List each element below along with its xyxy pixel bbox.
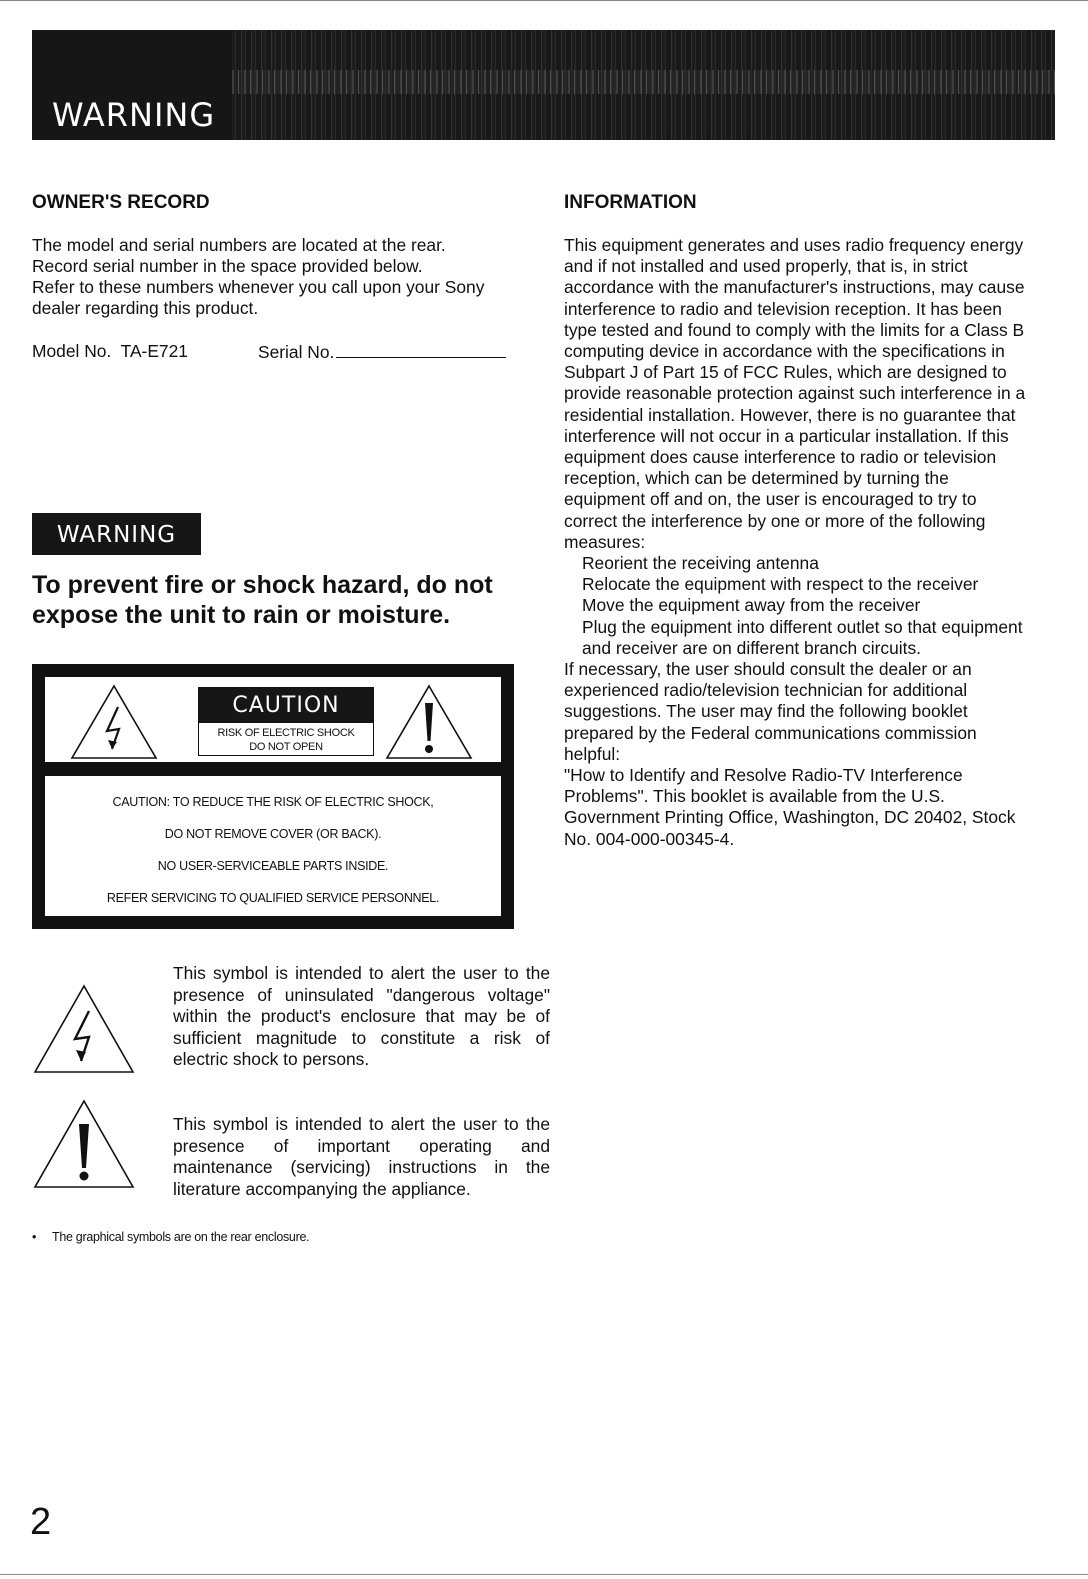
- information-after: [564, 659, 1056, 850]
- information-text: [564, 235, 1056, 850]
- caution-line: CAUTION: TO REDUCE THE RISK OF ELECTRIC SHOCK,: [112, 795, 434, 809]
- warning-statement-line: To prevent fire or shock hazard, do not: [32, 571, 493, 599]
- footnote-text: The graphical symbols are on the rear enclosure.: [52, 1230, 310, 1244]
- information-line: experienced radio/television technician for additional: [564, 680, 968, 701]
- information-line: This equipment generates and uses radio frequency energy: [564, 235, 1024, 255]
- top-rule: [0, 0, 1088, 1]
- information-line: interference will not occur in a particular installation. If this: [564, 425, 1009, 446]
- bottom-rule: [0, 1574, 1088, 1575]
- information-line: prepared by the Federal communications commission: [564, 722, 977, 743]
- information-line: Subpart J of Part 15 of FCC Rules, which are designed to: [564, 362, 1007, 383]
- footnote: [32, 1230, 309, 1244]
- measure-item: Reorient the receiving antenna: [582, 553, 819, 574]
- attention-symbol-text: This symbol is intended to alert the user to the presence of important operating and maintenance (servicing) instructions in the literature accompanying the appliance.: [173, 1114, 550, 1199]
- information-line: equipment does cause interference to radio or television: [564, 447, 997, 468]
- exclamation-triangle-icon: [32, 1098, 136, 1190]
- banner-stripe: [232, 70, 1055, 94]
- information-heading: INFORMATION: [564, 192, 697, 213]
- voltage-symbol-row: [32, 963, 550, 1093]
- caution-label-sub: DO NOT OPEN: [249, 741, 323, 753]
- caution-label-sub: RISK OF ELECTRIC SHOCK: [217, 727, 355, 739]
- information-line: Problems". This booklet is available from the U.S.: [564, 786, 945, 807]
- information-line: helpful:: [564, 743, 621, 764]
- information-line: residential installation. However, there is no guarantee that: [564, 404, 1016, 425]
- information-line: provide reasonable protection against such interference in a: [564, 383, 1026, 404]
- model-serial-line: [32, 341, 335, 362]
- information-line: "How to Identify and Resolve Radio-TV Interference: [564, 765, 963, 786]
- warning-statement-line: expose the unit to rain or moisture.: [32, 601, 451, 629]
- lightning-triangle-icon: [32, 983, 136, 1075]
- warning-badge: WARNING: [32, 513, 201, 555]
- information-line: accordance with the manufacturer's instructions, may cause: [564, 277, 1025, 298]
- owners-record-text: [32, 235, 512, 319]
- measure-item: and receiver are on different branch circuits.: [582, 637, 921, 658]
- measure-item: Move the equipment away from the receiver: [582, 595, 921, 616]
- exclamation-triangle-icon: [384, 683, 474, 761]
- information-line: type tested and found to comply with the limits for a Class B: [564, 319, 1025, 340]
- page-number: 2: [30, 1501, 52, 1543]
- warning-banner: [32, 30, 1055, 140]
- caution-text-panel: [45, 776, 501, 916]
- measure-item: Plug the equipment into different outlet so that equipment: [582, 616, 1023, 637]
- caution-line: DO NOT REMOVE COVER (OR BACK).: [164, 827, 382, 841]
- owners-record-line: Record serial number in the space provided below.: [32, 256, 423, 276]
- information-line: equipment off and on, the user is encouraged to try to: [564, 489, 977, 510]
- bullet-icon: •: [32, 1230, 37, 1244]
- information-measures: [564, 553, 1056, 659]
- information-line: No. 004-000-00345-4.: [564, 828, 735, 849]
- lightning-triangle-icon: [69, 683, 159, 761]
- attention-symbol-row: [32, 1114, 550, 1224]
- caution-line: NO USER-SERVICEABLE PARTS INSIDE.: [157, 859, 389, 873]
- owners-record-line: dealer regarding this product.: [32, 298, 259, 318]
- warning-statement: [32, 570, 512, 630]
- owners-record-heading: OWNER'S RECORD: [32, 192, 210, 213]
- information-line: If necessary, the user should consult the dealer or an: [564, 659, 972, 680]
- caution-symbols-panel: [45, 677, 501, 762]
- information-line: suggestions. The user may find the following booklet: [564, 701, 968, 722]
- caution-lines: [45, 786, 501, 914]
- information-line: Government Printing Office, Washington, DC 20402, Stock: [564, 807, 1016, 828]
- caution-box: [32, 664, 514, 929]
- information-line: reception, which can be determined by turning the: [564, 468, 949, 489]
- information-line: correct the interference by one or more of the following: [564, 510, 986, 531]
- voltage-symbol-text: This symbol is intended to alert the user to the presence of uninsulated "dangerous voltage" within the product's enclosure that may be of sufficient magnitude to constitute a risk of electric shock to persons.: [173, 963, 550, 1069]
- caution-label-title: CAUTION: [199, 688, 373, 723]
- caution-line: REFER SERVICING TO QUALIFIED SERVICE PERSONNEL.: [106, 891, 440, 905]
- measure-item: Relocate the equipment with respect to the receiver: [582, 574, 979, 595]
- information-line: interference to radio and television reception. It has been: [564, 298, 1002, 319]
- information-line: computing device in accordance with the specifications in: [564, 341, 1005, 362]
- owners-record-line: Refer to these numbers whenever you call upon your Sony: [32, 277, 485, 297]
- model-number: Model No. TA-E721: [32, 341, 188, 361]
- caution-label: [198, 687, 374, 756]
- information-line: measures:: [564, 531, 646, 552]
- information-paragraph: [564, 235, 1056, 553]
- owners-record-line: The model and serial numbers are located at the rear.: [32, 235, 446, 255]
- serial-label: Serial No.: [258, 342, 335, 362]
- banner-title: WARNING: [52, 96, 216, 134]
- information-line: and if not installed and used properly, that is, in strict: [564, 256, 968, 277]
- serial-blank[interactable]: [336, 341, 506, 358]
- serial-field: [258, 341, 506, 363]
